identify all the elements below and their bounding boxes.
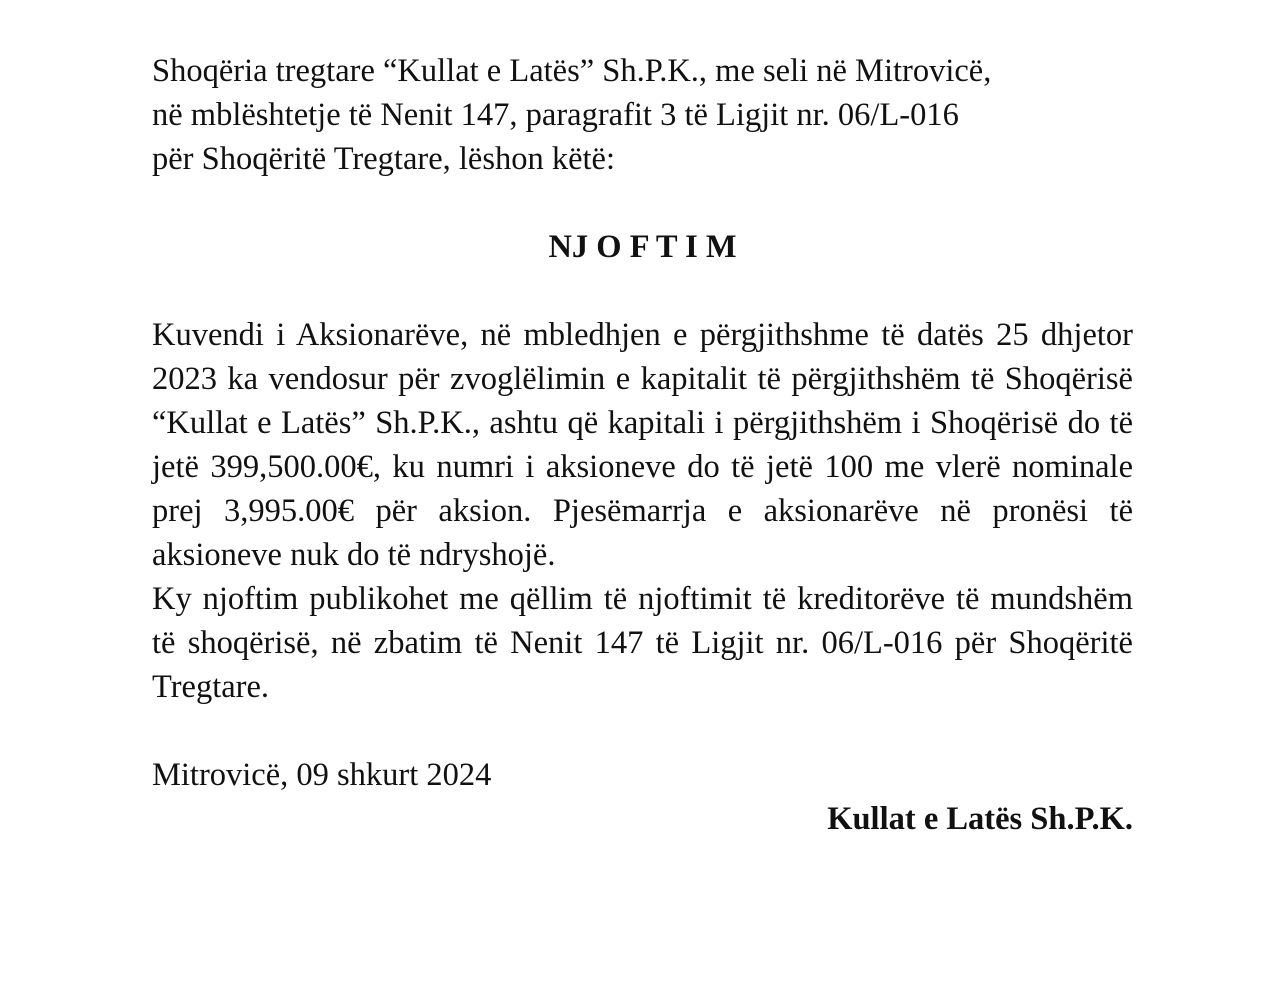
- intro-block: [152, 49, 1133, 181]
- company-signature: Kullat e Latës Sh.P.K.: [827, 801, 1133, 837]
- intro-line-1: Shoqëria tregtare “Kullat e Latës” Sh.P.K., me seli në Mitrovicë,: [152, 53, 992, 89]
- notice-paragraph-1: Kuvendi i Aksionarëve, në mbledhjen e përgjithshme të datës 25 dhjetor 2023 ka vendosur për zvoglëlimin e kapitalit të përgjithshëm të Shoqërisë “Kullat e Latës” Sh.P.K., ashtu që kapitali i përgjithshëm i Shoqërisë do të jetë 399,500.00€, ku numri i aksioneve do të jetë 100 me vlerë nominale prej 3,995.00€ për aksion. Pjesëmarrja e aksionarëve në pronësi të aksioneve nuk do të ndryshojë.: [152, 317, 1133, 573]
- notice-title: NJ O F T I M: [548, 229, 737, 265]
- notice-paragraph-2: Ky njoftim publikohet me qëllim të njoftimit të kreditorëve të mundshëm të shoqërisë, në zbatim të Nenit 147 të Ligjit nr. 06/L-016 për Shoqëritë Tregtare.: [152, 581, 1133, 705]
- intro-line-2: në mblështetje të Nenit 147, paragrafit 3 të Ligjit nr. 06/L-016: [152, 97, 959, 133]
- place-date: Mitrovicë, 09 shkurt 2024: [152, 757, 492, 793]
- intro-line-3: për Shoqëritë Tregtare, lëshon këtë:: [152, 141, 616, 177]
- document-page: [152, 49, 1133, 841]
